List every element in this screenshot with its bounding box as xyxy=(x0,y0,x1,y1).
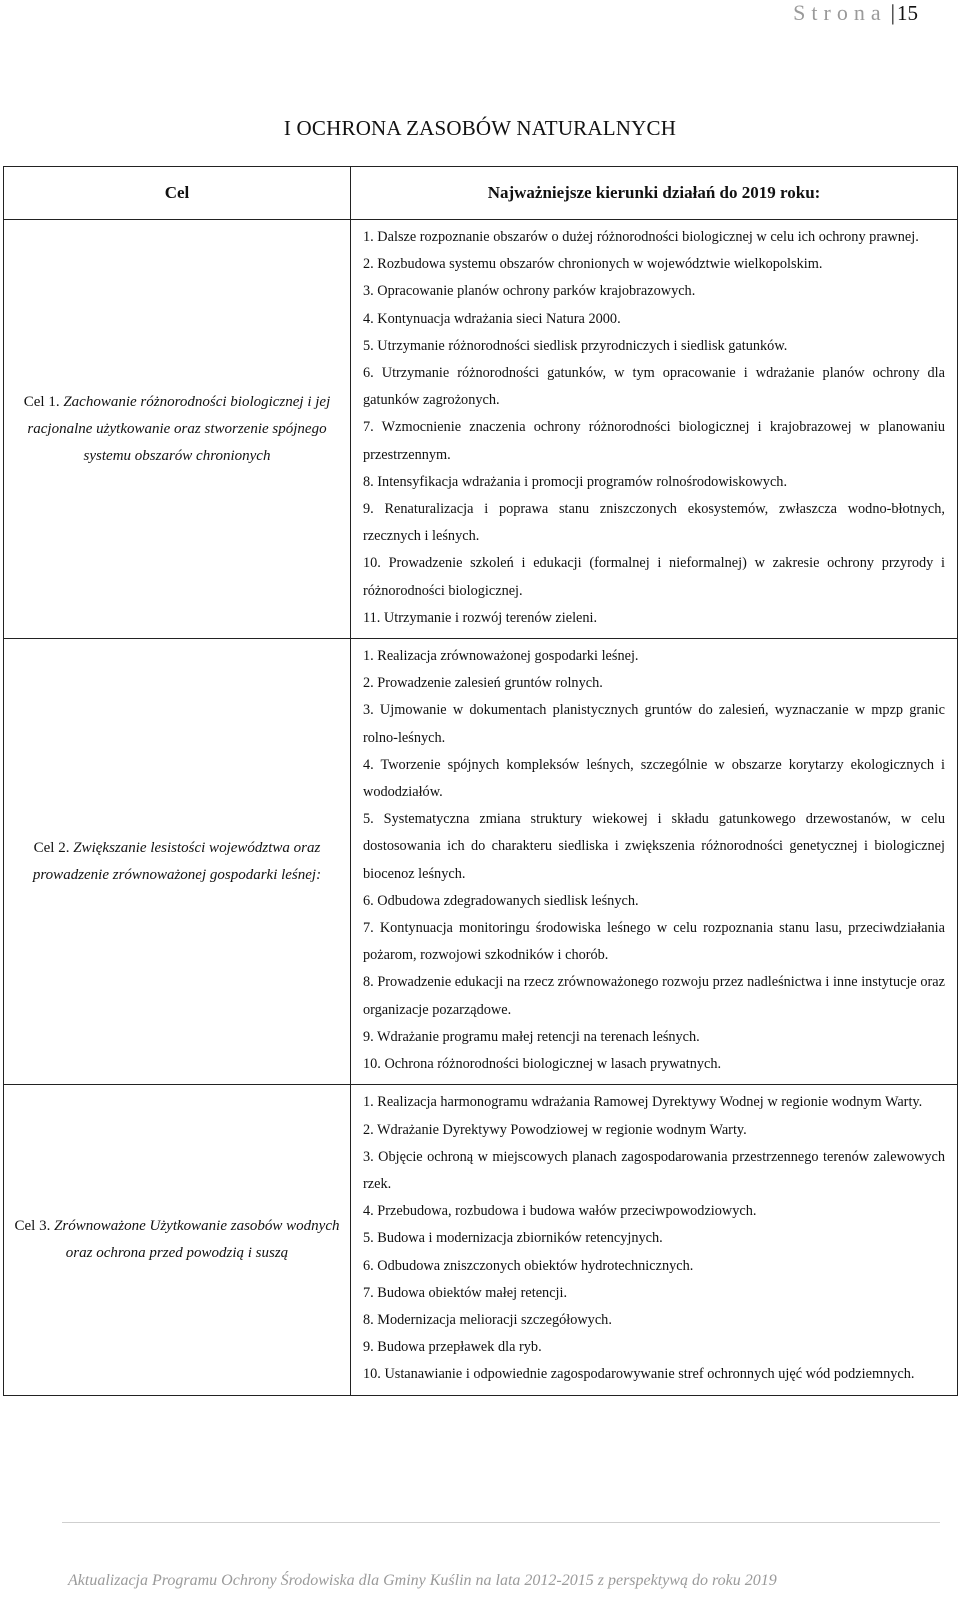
list-item: 5. Budowa i modernizacja zbiorników retencyjnych. xyxy=(363,1230,663,1247)
list-item: 6. Utrzymanie różnorodności gatunków, w tym opracowanie i wdrażanie planów ochrony dla gatunków zagrożonych. xyxy=(363,365,945,409)
goal-number: Cel 1. xyxy=(23,393,60,410)
page-separator: | xyxy=(890,0,895,25)
list-item: 8. Modernizacja melioracji szczegółowych. xyxy=(363,1311,612,1328)
list-item: 3. Ujmowanie w dokumentach planistycznych gruntów do zalesień, wyznaczanie w mpzp granic rolno-leśnych. xyxy=(363,702,945,746)
actions-list xyxy=(351,639,957,1084)
actions-cell xyxy=(351,639,958,1085)
list-item: 9. Budowa przepławek dla ryb. xyxy=(363,1339,542,1356)
actions-list xyxy=(351,1085,957,1394)
list-item: 10. Ustanawianie i odpowiednie zagospodarowywanie stref ochronnych ujęć wód podziemnych. xyxy=(363,1366,915,1383)
table-row xyxy=(4,220,958,639)
goals-table xyxy=(3,166,958,1396)
list-item: 11. Utrzymanie i rozwój terenów zieleni. xyxy=(363,609,598,626)
goal-cell xyxy=(4,1085,351,1395)
goal-description: Zwiększanie lesistości województwa oraz prowadzenie zrównoważonej gospodarki leśnej: xyxy=(32,839,322,883)
goal-number: Cel 3. xyxy=(14,1217,51,1234)
section-title: I OCHRONA ZASOBÓW NATURALNYCH xyxy=(283,116,677,140)
list-item: 8. Prowadzenie edukacji na rzecz zrównoważonego rozwoju przez nadleśnictwa i inne instytucje oraz organizacje pozarządowe. xyxy=(363,974,945,1018)
actions-cell xyxy=(351,1085,958,1395)
actions-list xyxy=(351,220,957,638)
list-item: 4. Tworzenie spójnych kompleksów leśnych, szczególnie w obszarze korytarzy ekologicznych i wododziałów. xyxy=(363,756,945,801)
list-item: 9. Renaturalizacja i poprawa stanu zniszczonych ekosystemów, zwłaszcza wodno-błotnych, rzecznych i leśnych. xyxy=(363,501,945,545)
goal-text xyxy=(12,1213,342,1267)
column-header-actions: Najważniejsze kierunki działań do 2019 roku: xyxy=(351,167,958,220)
list-item: 5. Utrzymanie różnorodności siedlisk przyrodniczych i siedlisk gatunków. xyxy=(363,337,788,354)
list-item: 5. Systematyczna zmiana struktury wiekowej i składu gatunkowego drzewostanów, w celu dostosowania ich do charakteru siedliska i zwiększenia różnorodności genetycznej i biologicznej biocenoz leśnych. xyxy=(363,811,945,882)
footer-divider xyxy=(62,1522,940,1523)
goal-text xyxy=(12,389,342,470)
page-footer: Aktualizacja Programu Ochrony Środowiska dla Gminy Kuślin na lata 2012-2015 z perspektywą do roku 2019 xyxy=(68,1572,777,1589)
goal-description: Zrównoważone Użytkowanie zasobów wodnych oraz ochrona przed powodzią i suszą xyxy=(54,1217,340,1261)
list-item: 3. Opracowanie planów ochrony parków krajobrazowych. xyxy=(363,283,696,300)
list-item: 4. Kontynuacja wdrażania sieci Natura 2000. xyxy=(363,310,621,327)
list-item: 6. Odbudowa zdegradowanych siedlisk leśnych. xyxy=(363,892,639,909)
list-item: 2. Prowadzenie zalesień gruntów rolnych. xyxy=(363,675,603,692)
list-item: 4. Przebudowa, rozbudowa i budowa wałów przeciwpowodziowych. xyxy=(363,1203,757,1220)
list-item: 7. Budowa obiektów małej retencji. xyxy=(363,1284,568,1301)
table-row xyxy=(4,1085,958,1395)
list-item: 2. Wdrażanie Dyrektywy Powodziowej w regionie wodnym Warty. xyxy=(363,1121,747,1138)
column-header-goal: Cel xyxy=(4,167,351,220)
list-item: 1. Dalsze rozpoznanie obszarów o dużej różnorodności biologicznej w celu ich ochrony prawnej. xyxy=(363,229,919,245)
page-header xyxy=(793,0,918,26)
list-item: 7. Wzmocnienie znaczenia ochrony różnorodności biologicznej i krajobrazowej w planowaniu przestrzennym. xyxy=(363,419,945,463)
goal-description: Zachowanie różnorodności biologicznej i jej racjonalne użytkowanie oraz stworzenie spójnego systemu obszarów chronionych xyxy=(27,393,331,464)
goal-cell xyxy=(4,220,351,639)
goal-cell xyxy=(4,639,351,1085)
list-item: 10. Ochrona różnorodności biologicznej w lasach prywatnych. xyxy=(363,1056,722,1073)
list-item: 8. Intensyfikacja wdrażania i promocji programów rolnośrodowiskowych. xyxy=(363,473,788,490)
goal-text xyxy=(12,835,342,889)
list-item: 7. Kontynuacja monitoringu środowiska leśnego w celu rozpoznania stanu lasu, przeciwdziałania pożarom, rozwojowi szkodników i chorób. xyxy=(363,920,945,964)
goal-rows xyxy=(4,220,958,1396)
list-item: 2. Rozbudowa systemu obszarów chronionych w województwie wielkopolskim. xyxy=(363,256,823,273)
list-item: 6. Odbudowa zniszczonych obiektów hydrotechnicznych. xyxy=(363,1257,694,1274)
list-item: 3. Objęcie ochroną w miejscowych planach zagospodarowania przestrzennego terenów zalewowych rzek. xyxy=(363,1148,945,1192)
table-header-row xyxy=(4,167,958,220)
list-item: 9. Wdrażanie programu małej retencji na terenach leśnych. xyxy=(363,1028,700,1045)
page-number: 15 xyxy=(897,1,918,25)
goal-number: Cel 2. xyxy=(33,839,70,856)
table-row xyxy=(4,639,958,1085)
list-item: 10. Prowadzenie szkoleń i edukacji (formalnej i nieformalnej) w zakresie ochrony przyrody i różnorodności biologicznej. xyxy=(363,555,945,599)
list-item: 1. Realizacja harmonogramu wdrażania Ramowej Dyrektywy Wodnej w regionie wodnym Warty. xyxy=(363,1094,923,1111)
page-label: Strona xyxy=(793,0,887,25)
list-item: 1. Realizacja zrównoważonej gospodarki leśnej. xyxy=(363,648,639,665)
actions-cell xyxy=(351,220,958,639)
